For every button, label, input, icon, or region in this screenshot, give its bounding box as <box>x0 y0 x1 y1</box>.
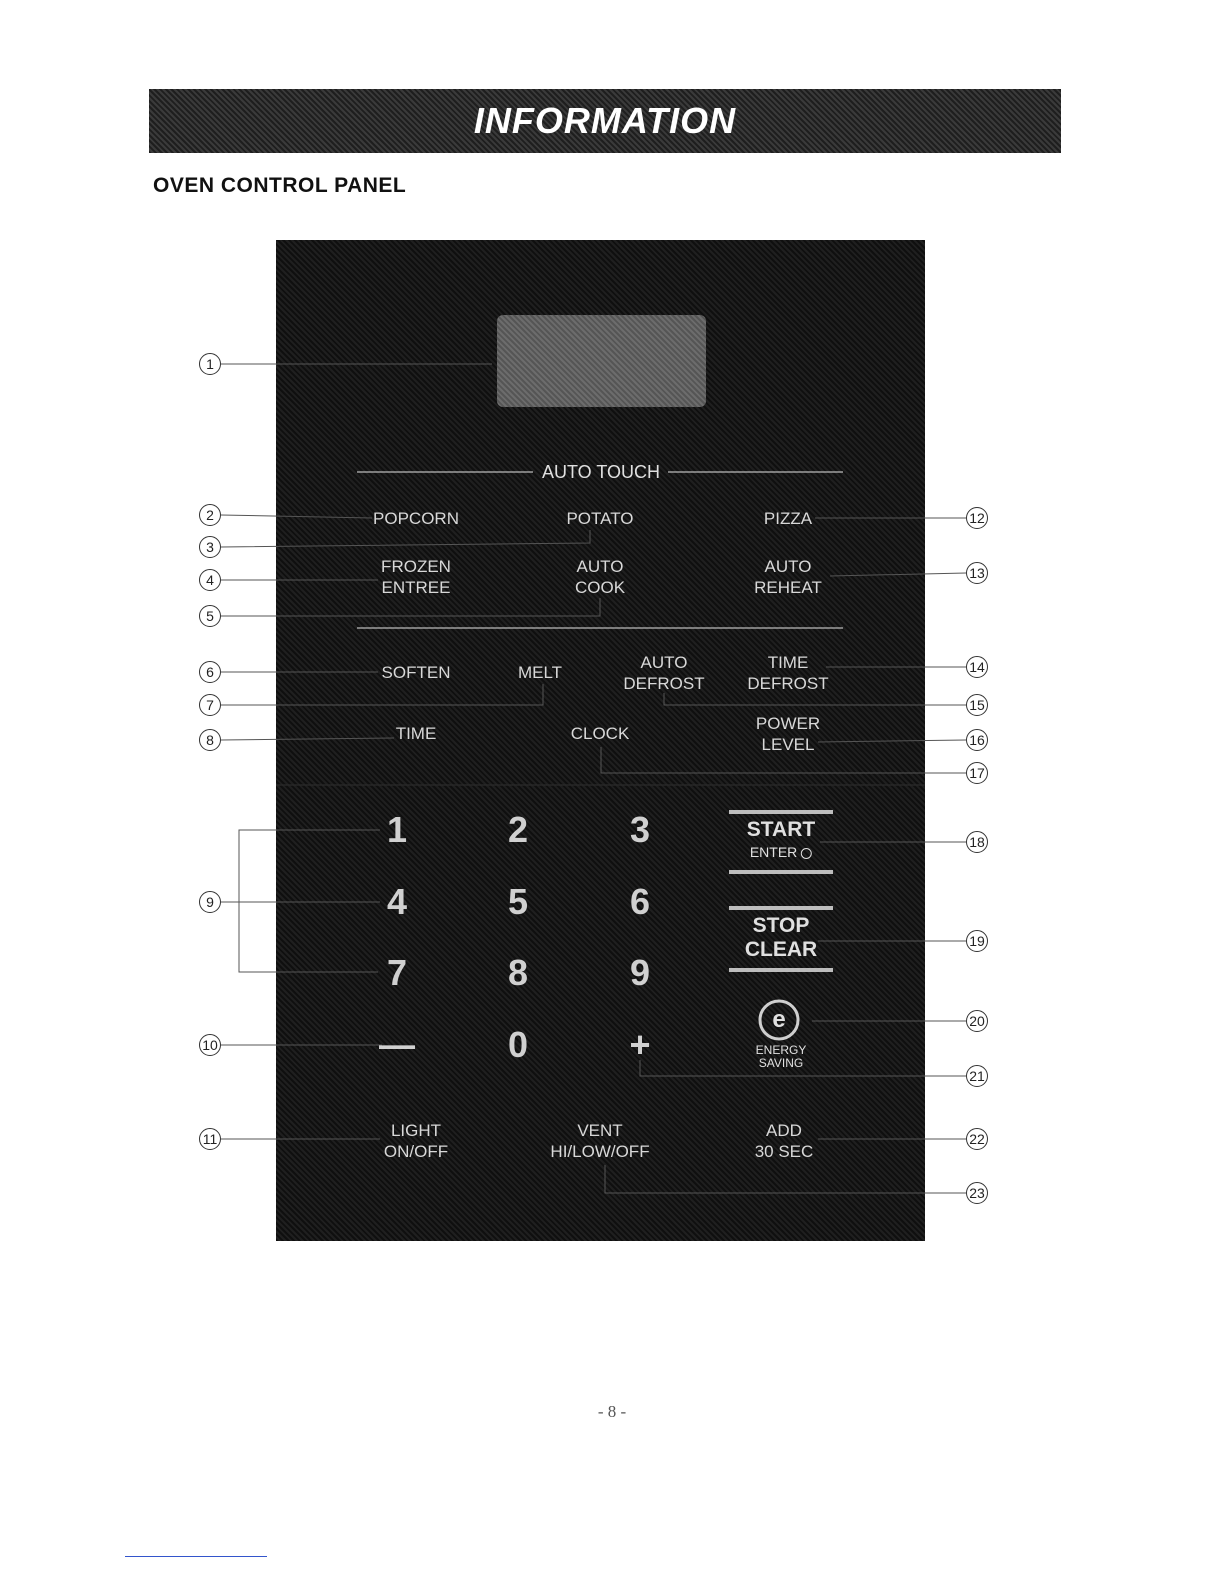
energy-line2: SAVING <box>758 1056 804 1070</box>
stop-clear-key[interactable] <box>745 914 817 962</box>
callout-11: 11 <box>199 1128 221 1150</box>
frozen-entree-line1: FROZEN <box>381 557 451 576</box>
auto-reheat-line1: AUTO <box>764 557 812 576</box>
digit-8-key[interactable]: 8 <box>507 952 529 993</box>
digit-0-key[interactable]: 0 <box>507 1024 529 1065</box>
minus-key[interactable]: — <box>379 1024 415 1065</box>
clock-key[interactable]: CLOCK <box>570 724 630 743</box>
callout-16: 16 <box>966 729 988 751</box>
vent-line1: VENT <box>577 1121 623 1140</box>
callout-10: 10 <box>199 1034 221 1056</box>
popcorn-key[interactable]: POPCORN <box>373 509 459 528</box>
callout-4: 4 <box>199 569 221 591</box>
clear-label: CLEAR <box>744 938 818 961</box>
time-defrost-key[interactable] <box>747 652 828 694</box>
melt-key[interactable]: MELT <box>517 663 563 682</box>
time-defrost-line2: DEFROST <box>747 674 829 693</box>
potato-key[interactable]: POTATO <box>566 509 634 528</box>
callout-12: 12 <box>966 507 988 529</box>
frozen-entree-line2: ENTREE <box>381 578 451 597</box>
auto-reheat-key[interactable] <box>754 556 822 598</box>
power-level-line2: LEVEL <box>761 735 815 754</box>
digit-9-key[interactable]: 9 <box>629 952 651 993</box>
callout-17: 17 <box>966 762 988 784</box>
callout-2: 2 <box>199 504 221 526</box>
callout-5: 5 <box>199 605 221 627</box>
auto-defrost-line2: DEFROST <box>623 674 705 693</box>
pizza-key[interactable]: PIZZA <box>763 509 813 528</box>
callout-1: 1 <box>199 353 221 375</box>
callout-19: 19 <box>966 930 988 952</box>
auto-reheat-line2: REHEAT <box>754 578 822 597</box>
add-line1: ADD <box>766 1121 802 1140</box>
energy-leaf-icon: e <box>772 1006 786 1033</box>
digit-1-key[interactable]: 1 <box>386 809 408 850</box>
add-30-sec-key[interactable] <box>755 1120 814 1162</box>
time-key[interactable]: TIME <box>395 724 437 743</box>
plus-key[interactable]: + <box>629 1024 651 1065</box>
soften-key[interactable]: SOFTEN <box>381 663 451 682</box>
light-key[interactable] <box>384 1120 448 1162</box>
section-title: OVEN CONTROL PANEL <box>153 174 407 197</box>
callout-13: 13 <box>966 562 988 584</box>
digit-2-key[interactable]: 2 <box>507 809 529 850</box>
callout-8: 8 <box>199 729 221 751</box>
light-line2: ON/OFF <box>383 1142 449 1161</box>
auto-defrost-line1: AUTO <box>640 653 688 672</box>
digit-5-key[interactable]: 5 <box>507 881 529 922</box>
callout-14: 14 <box>966 656 988 678</box>
callout-6: 6 <box>199 661 221 683</box>
footer-rule <box>125 1556 267 1557</box>
page-number: - 8 - <box>597 1402 627 1421</box>
digit-4-key[interactable]: 4 <box>386 881 408 922</box>
start-enter-key[interactable] <box>747 818 815 862</box>
power-level-key[interactable] <box>756 713 820 755</box>
header-title: INFORMATION <box>473 100 737 141</box>
energy-saving-key[interactable] <box>756 1044 807 1070</box>
callout-18: 18 <box>966 831 988 853</box>
frozen-entree-key[interactable] <box>381 556 451 598</box>
callout-15: 15 <box>966 694 988 716</box>
auto-cook-line2: COOK <box>574 578 626 597</box>
callout-23: 23 <box>966 1182 988 1204</box>
callout-20: 20 <box>966 1010 988 1032</box>
digit-6-key[interactable]: 6 <box>629 881 651 922</box>
auto-cook-line1: AUTO <box>576 557 624 576</box>
light-line1: LIGHT <box>390 1121 442 1140</box>
time-defrost-line1: TIME <box>767 653 809 672</box>
stop-label: STOP <box>752 914 810 937</box>
vent-key[interactable] <box>550 1120 649 1162</box>
digit-3-key[interactable]: 3 <box>629 809 651 850</box>
energy-line1: ENERGY <box>755 1043 807 1057</box>
callout-22: 22 <box>966 1128 988 1150</box>
start-label: START <box>746 818 816 841</box>
callout-3: 3 <box>199 536 221 558</box>
power-level-line1: POWER <box>755 714 821 733</box>
callout-7: 7 <box>199 694 221 716</box>
enter-text: ENTER <box>749 844 798 860</box>
auto-touch-heading: AUTO TOUCH <box>541 462 661 482</box>
digit-7-key[interactable]: 7 <box>386 952 408 993</box>
callout-9: 9 <box>199 891 221 913</box>
auto-cook-key[interactable] <box>575 556 625 598</box>
callout-21: 21 <box>966 1065 988 1087</box>
vent-line2: HI/LOW/OFF <box>550 1142 650 1161</box>
enter-label <box>747 842 815 862</box>
auto-defrost-key[interactable] <box>623 652 704 694</box>
lock-icon <box>801 848 812 859</box>
add-line2: 30 SEC <box>754 1142 814 1161</box>
